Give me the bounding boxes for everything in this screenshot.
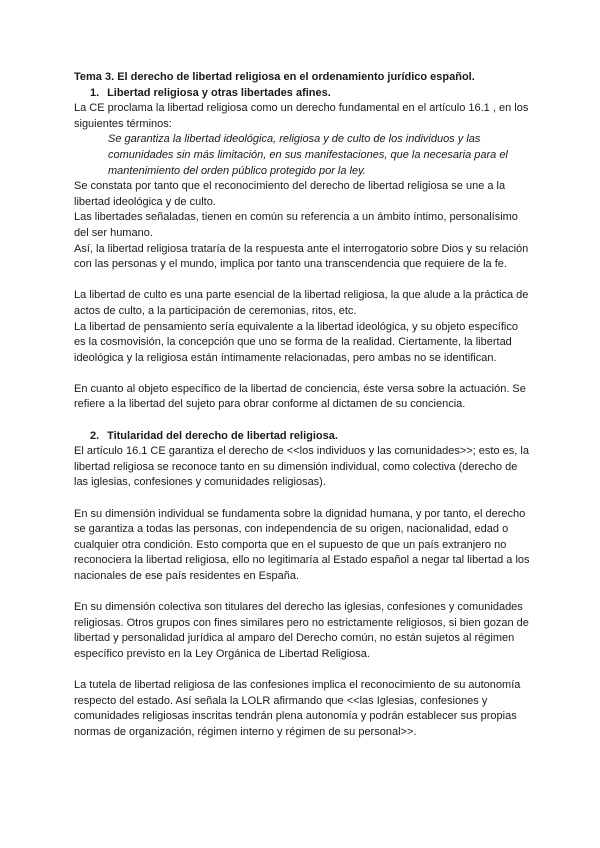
paragraph-gap — [74, 413, 530, 429]
paragraph: En su dimensión individual se fundamenta sobre la dignidad humana, y por tanto, el derecho se garantiza a todas las personas, con independencia de su origen, nacionalidad, edad o cualquier otra condición. Esto comporta que en el supuesto de que un país extranjero no reconociera la libertad religiosa, ello no legitimaría al Estado español a negar tal libertad a los nacionales de ese país residentes en España. — [74, 507, 530, 582]
section-title-2: Titularidad del derecho de libertad religiosa. — [107, 429, 338, 442]
paragraph: Se constata por tanto que el reconocimiento del derecho de libertad religiosa se une a la libertad ideológica y de culto. — [74, 180, 506, 208]
paragraph: La CE proclama la libertad religiosa como un derecho fundamental en el artículo 16.1 , en los siguientes términos: — [74, 102, 529, 130]
paragraph: El artículo 16.1 CE garantiza el derecho de <<los individuos y las comunidades>>; esto es, la libertad religiosa se reconoce tanto en su dimensión individual, como colectiva (derecho de las iglesias, confesiones y comunidades religiosas). — [74, 445, 529, 489]
paragraph-gap — [74, 585, 530, 601]
paragraph: Así, la libertad religiosa trataría de la respuesta ante el interrogatorio sobre Dios y su relación con las personas y el mundo, implica por tanto una transcendencia que requiere de la fe. — [74, 242, 529, 271]
section-number-1: 1. — [90, 86, 100, 99]
document-body — [74, 70, 530, 741]
paragraph-gap — [74, 273, 530, 289]
paragraph: La libertad de pensamiento sería equivalente a la libertad ideológica, y su objeto específico es la cosmovisión, la concepción que uno se forma de la realidad. Ciertamente, la libertad ideológica y la religiosa están íntimamente relacionadas, pero ambas no se identifican. — [74, 320, 518, 364]
section-heading-1 — [74, 86, 530, 102]
paragraph-gap — [74, 663, 530, 679]
paragraph-gap — [74, 366, 530, 382]
constitution-quote: Se garantiza la libertad ideológica, religiosa y de culto de los individuos y las comunidades sin más limitación, en sus manifestaciones, que la necesaria para el mantenimiento del orden público protegido por la ley. — [108, 133, 508, 177]
paragraph: En su dimensión colectiva son titulares del derecho las iglesias, confesiones y comunidades religiosas. Otros grupos con fines similares pero no estrictamente religiosos, si bien gozan de libertad y personalidad jurídica al amparo del Derecho común, no están sujetos al régimen específico previsto en la Ley Orgánica de Libertad Religiosa. — [74, 601, 529, 660]
section-heading-2 — [74, 429, 530, 445]
paragraph: En cuanto al objeto específico de la libertad de conciencia, éste versa sobre la actuación. Se refiere a la libertad del sujeto para obrar conforme al dictamen de su conciencia. — [74, 382, 526, 411]
section-number-2: 2. — [90, 429, 100, 442]
paragraph: La tutela de libertad religiosa de las confesiones implica el reconocimiento de su autonomía respecto del estado. Así señala la LOLR afirmando que <<las Iglesias, confesiones y comunidades religiosas inscritas tendrán plena autonomía y podrán establecer sus propias normas de organización, régimen interno y régimen de su personal>>. — [74, 679, 521, 738]
paragraph: Las libertades señaladas, tienen en común su referencia a un ámbito íntimo, personalísimo del ser humano. — [74, 211, 518, 239]
paragraph: La libertad de culto es una parte esencial de la libertad religiosa, la que alude a la práctica de actos de culto, a la participación de ceremonias, ritos, etc. — [74, 289, 529, 317]
document-title: Tema 3. El derecho de libertad religiosa en el ordenamiento jurídico español. — [74, 71, 475, 83]
section-title-1: Libertad religiosa y otras libertades afines. — [107, 86, 331, 99]
paragraph-gap — [74, 491, 530, 507]
